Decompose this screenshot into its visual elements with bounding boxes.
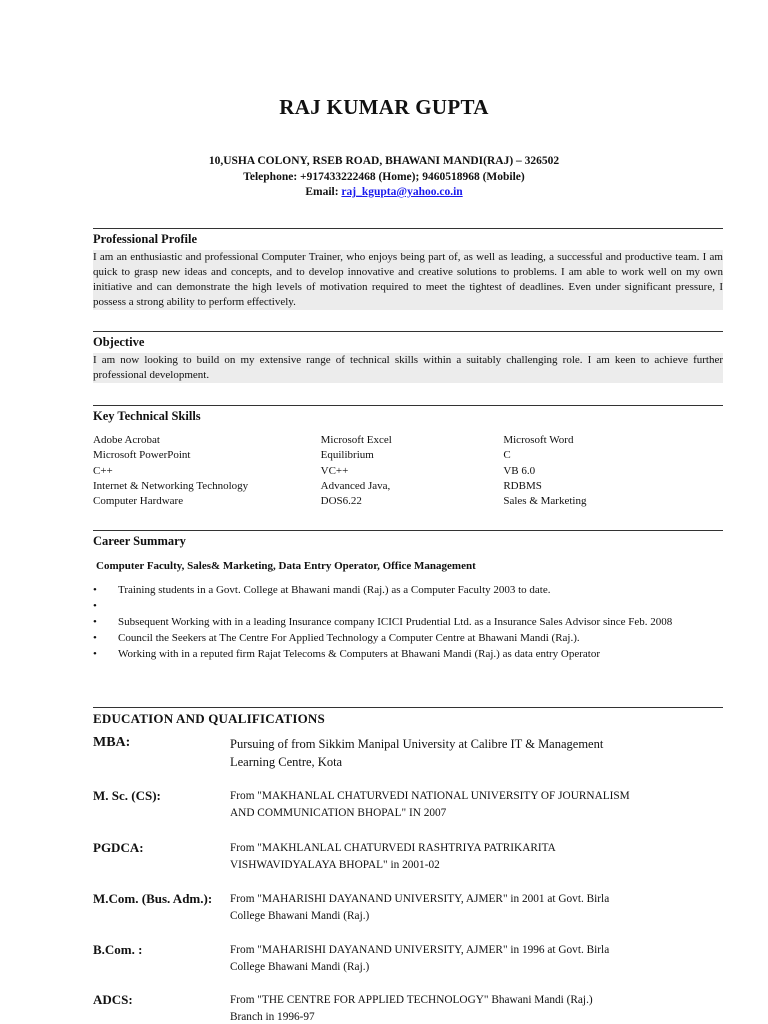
degree-label: M.Com. (Bus. Adm.): xyxy=(93,891,213,906)
degree-label: ADCS: xyxy=(93,992,133,1007)
degree-description xyxy=(230,992,700,1024)
skills-row xyxy=(93,448,723,463)
description-line: From "MAHARISHI DAYANAND UNIVERSITY, AJMER" in 1996 at Govt. Birla xyxy=(230,944,610,956)
career-list xyxy=(93,583,723,663)
skill-item: Computer Hardware xyxy=(93,495,184,508)
candidate-name: RAJ KUMAR GUPTA xyxy=(279,95,489,119)
objective-text: I am now looking to build on my extensive range of technical skills within a suitably challenging role. I am keen to achieve further professional development. xyxy=(93,354,723,381)
profile-text: I am an enthusiastic and professional Computer Trainer, who enjoys being part of, as well as leading, a successful and productive team. I am quick to grasp new ideas and concepts, and to develop innovative and creative solutions to problems. I am able to work well on my own initiative and can demonstrate the high levels of motivation required to meet the tightest of deadlines. Even under significant pressure, I possess a strong ability to perform effectively. xyxy=(93,251,723,308)
skills-row xyxy=(93,494,723,509)
telephone: Telephone: +917433222468 (Home); 9460518968 (Mobile) xyxy=(243,171,525,183)
skill-item: VB 6.0 xyxy=(503,464,536,477)
career-item-text: Council the Seekers at The Centre For Applied Technology a Computer Centre at Bhawani Mandi (Raj.). xyxy=(118,632,580,644)
education-heading: EDUCATION AND QUALIFICATIONS xyxy=(93,707,723,727)
description-line: AND COMMUNICATION BHOPAL" IN 2007 xyxy=(230,807,447,819)
description-line: From "MAKHANLAL CHATURVEDI NATIONAL UNIVERSITY OF JOURNALISM xyxy=(230,790,630,802)
degree-description xyxy=(230,840,700,874)
skill-item: DOS6.22 xyxy=(320,495,362,508)
description-line: From "THE CENTRE FOR APPLIED TECHNOLOGY" Bhawani Mandi (Raj.) xyxy=(230,994,593,1006)
career-item-text: Training students in a Govt. College at Bhawani mandi (Raj.) as a Computer Faculty 2003 to date. xyxy=(118,584,551,596)
career-heading: Career Summary xyxy=(93,530,723,549)
skill-item: Sales & Marketing xyxy=(503,495,587,508)
skill-item: Adobe Acrobat xyxy=(93,434,160,446)
bullet-icon: • xyxy=(93,648,97,660)
list-item xyxy=(93,599,723,614)
description-line: Branch in 1996-97 xyxy=(230,1011,315,1023)
skill-item: Equilibrium xyxy=(320,449,374,462)
email-line xyxy=(0,186,768,198)
degree-description xyxy=(230,942,700,976)
objective-heading: Objective xyxy=(93,331,723,350)
description-line: College Bhawani Mandi (Raj.) xyxy=(230,961,370,973)
description-line: From "MAHARISHI DAYANAND UNIVERSITY, AJMER" in 2001 at Govt. Birla xyxy=(230,893,610,905)
skills-row xyxy=(93,479,723,494)
description-line: From "MAKHLANLAL CHATURVEDI RASHTRIYA PATRIKARITA xyxy=(230,842,556,854)
career-item-text: Subsequent Working with in a leading Insurance company ICICI Prudential Ltd. as a Insurance Sales Advisor since Feb. 2008 xyxy=(118,616,673,628)
skill-item: Internet & Networking Technology xyxy=(93,479,249,492)
degree-label: MBA: xyxy=(93,735,131,750)
degree-label: M. Sc. (CS): xyxy=(93,788,161,803)
degree-description xyxy=(230,891,700,925)
description-line: VISHWAVIDYALAYA BHOPAL" in 2001-02 xyxy=(230,859,440,871)
bullet-icon: • xyxy=(93,600,97,612)
skill-item: C++ xyxy=(93,464,113,477)
address: 10,USHA COLONY, RSEB ROAD, BHAWANI MANDI(RAJ) – 326502 xyxy=(208,155,560,167)
skills-row xyxy=(93,464,723,479)
bullet-icon: • xyxy=(93,616,97,628)
description-line: College Bhawani Mandi (Raj.) xyxy=(230,910,370,922)
email-link[interactable]: raj_kgupta@yahoo.co.in xyxy=(341,186,463,198)
degree-label: B.Com. : xyxy=(93,942,143,957)
degree-description xyxy=(230,735,700,771)
skill-item: RDBMS xyxy=(503,479,542,492)
email-label: Email: xyxy=(305,186,342,198)
skill-item: Microsoft PowerPoint xyxy=(93,449,191,462)
description-line: Learning Centre, Kota xyxy=(230,755,343,769)
list-item xyxy=(93,583,723,598)
description-line: Pursuing of from Sikkim Manipal University at Calibre IT & Management xyxy=(230,737,604,751)
profile-heading: Professional Profile xyxy=(93,228,723,247)
career-item-text: Working with in a reputed firm Rajat Telecoms & Computers at Bhawani Mandi (Raj.) as data entry Operator xyxy=(118,648,601,660)
skill-item: C xyxy=(503,449,511,462)
career-subheading: Computer Faculty, Sales& Marketing, Data Entry Operator, Office Management xyxy=(96,560,476,572)
degree-label: PGDCA: xyxy=(93,840,144,855)
skill-item: Microsoft Word xyxy=(503,434,574,446)
list-item xyxy=(93,615,723,630)
bullet-icon: • xyxy=(93,632,97,644)
skill-item: Advanced Java, xyxy=(320,479,391,492)
skill-item: VC++ xyxy=(320,464,349,477)
skills-table xyxy=(93,433,723,509)
list-item xyxy=(93,631,723,646)
list-item xyxy=(93,647,723,662)
skills-row xyxy=(93,433,723,448)
skill-item: Microsoft Excel xyxy=(320,434,392,446)
bullet-icon: • xyxy=(93,584,97,596)
degree-description xyxy=(230,788,700,822)
skills-heading: Key Technical Skills xyxy=(93,405,723,424)
